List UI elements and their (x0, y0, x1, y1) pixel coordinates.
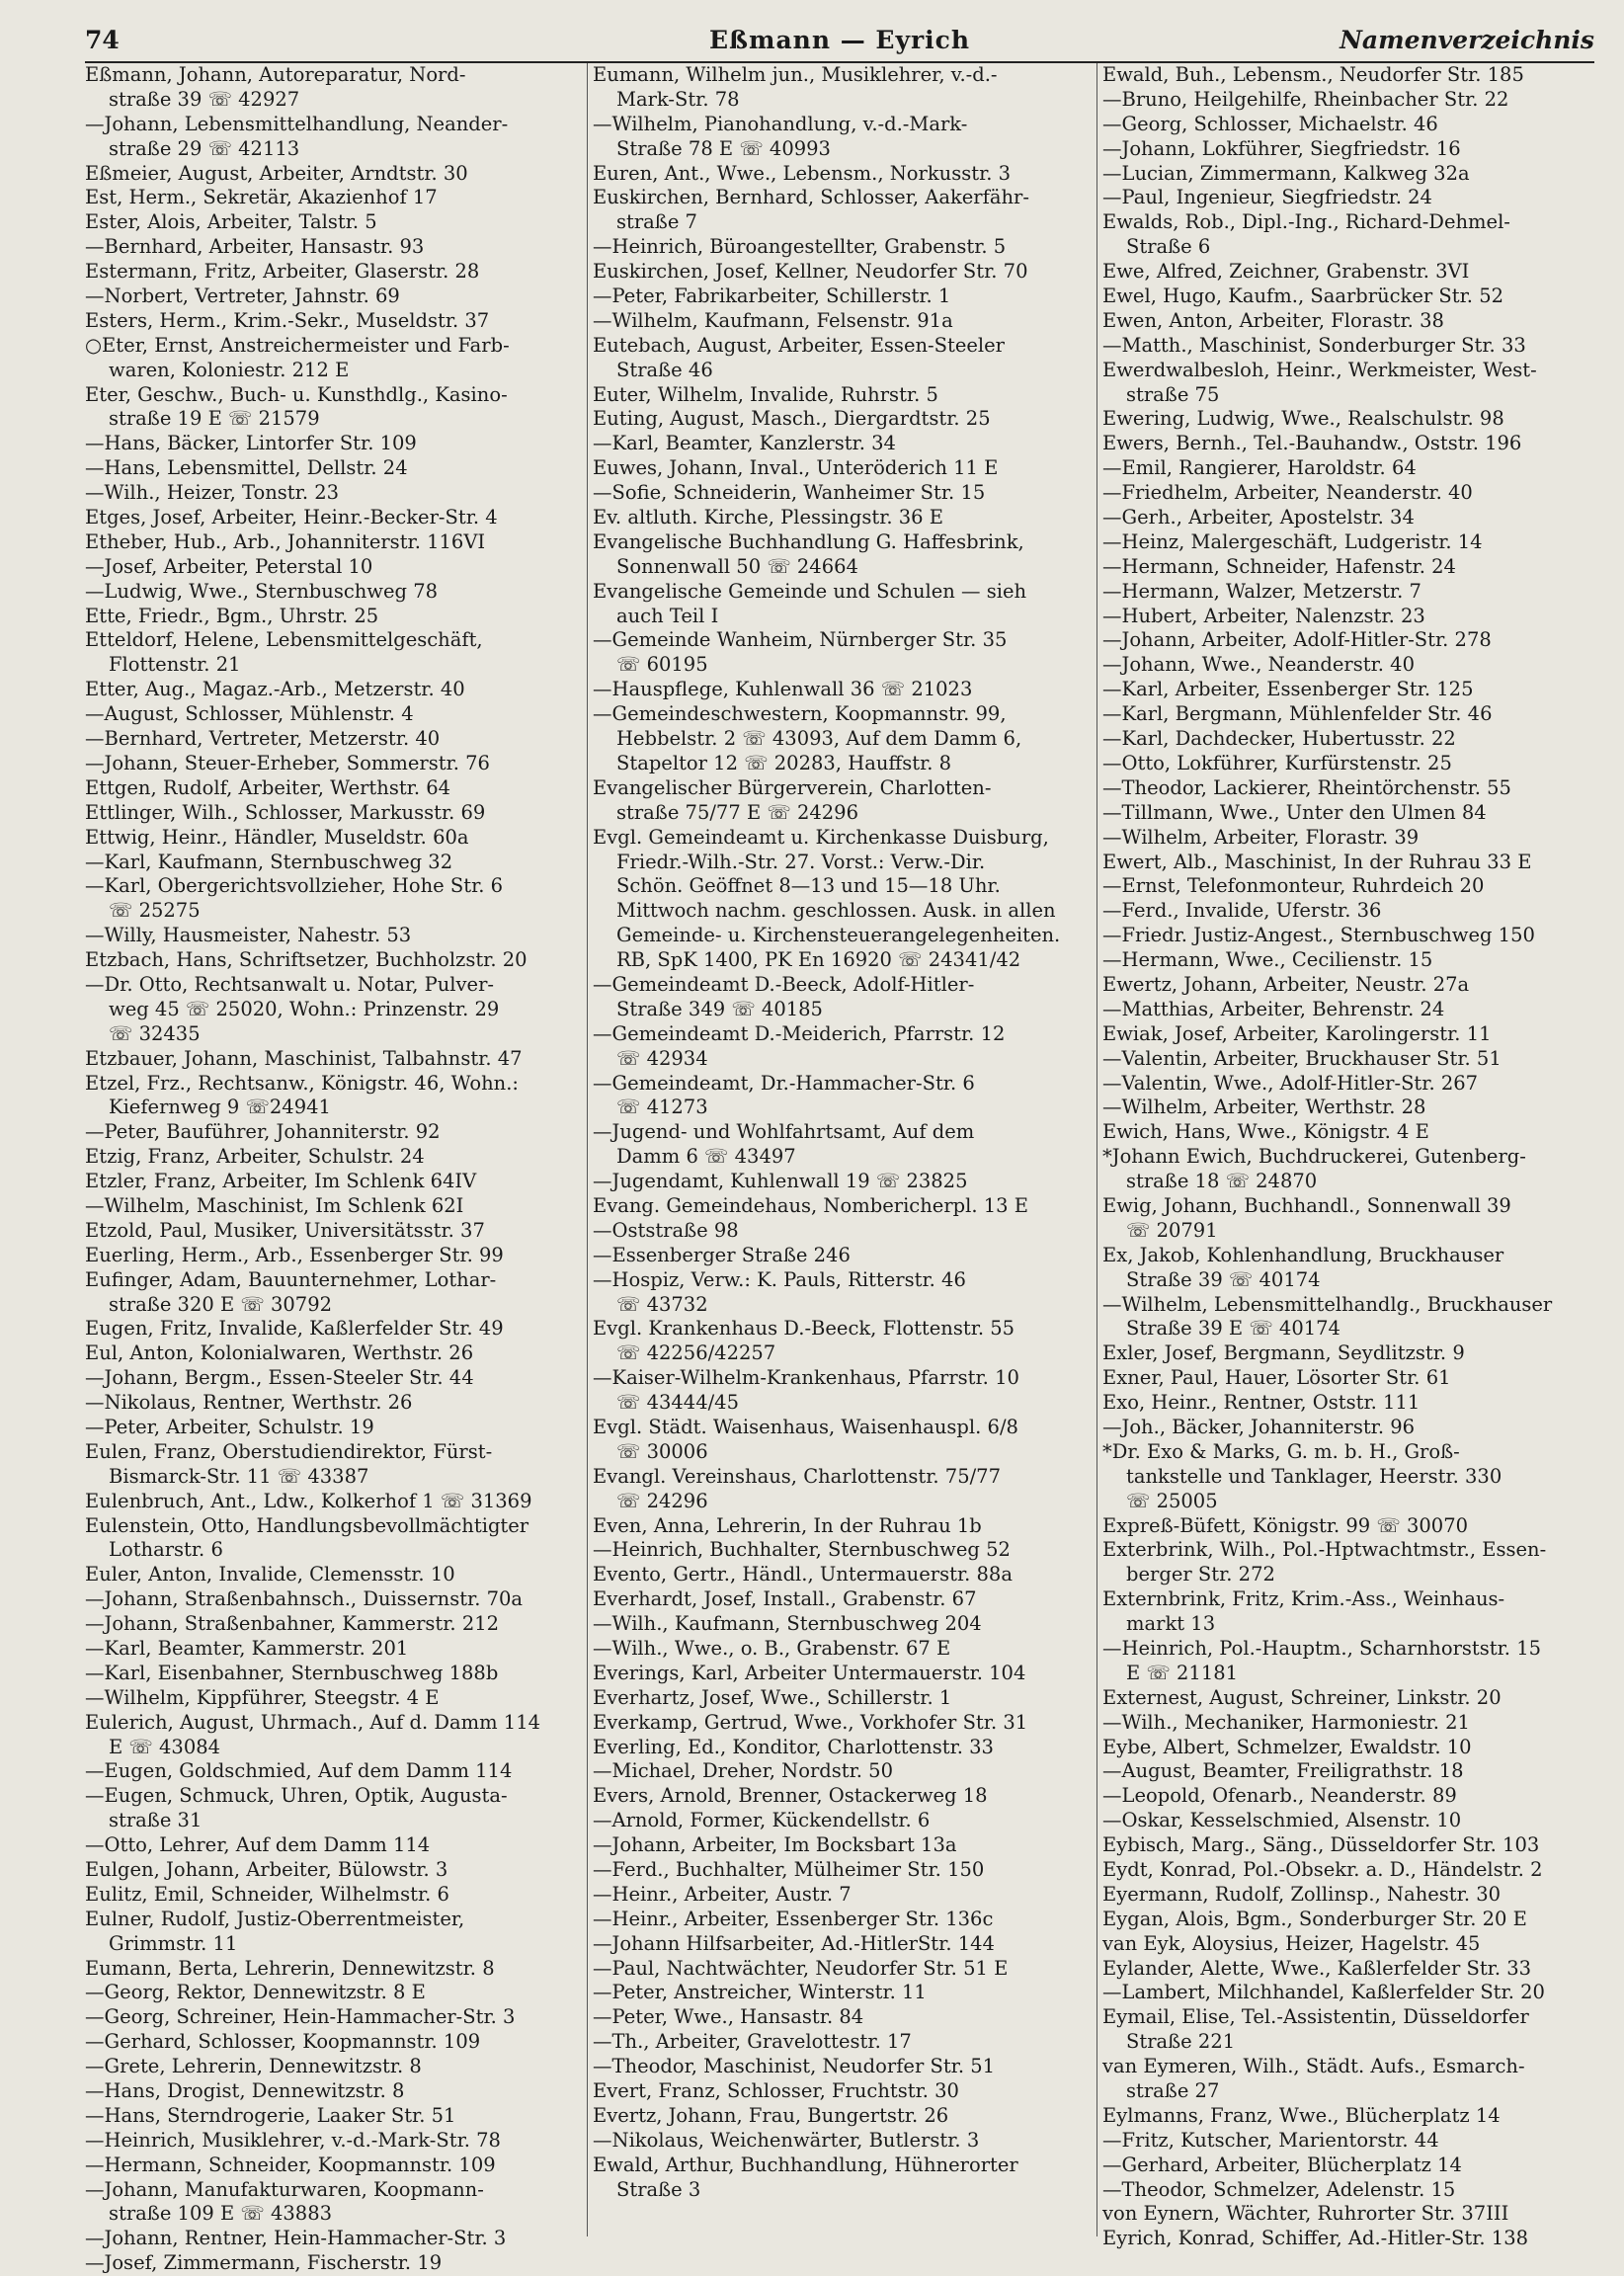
directory-entry-line: Evgl. Städt. Waisenhaus, Waisenhauspl. 6/8 (593, 1415, 1018, 1438)
directory-entry-line: Stapeltor 12 ☏ 20283, Hauffstr. 8 (616, 751, 952, 774)
directory-entry-line: —Karl, Obergerichtsvollzieher, Hohe Str. 6 (85, 874, 504, 898)
directory-entry-line: —Valentin, Arbeiter, Bruckhauser Str. 51 (1102, 1046, 1502, 1070)
directory-entry-line: Exler, Josef, Bergmann, Seydlitzstr. 9 (1102, 1341, 1465, 1365)
directory-entry-line: —Johann, Manufakturwaren, Koopmann- (85, 2177, 484, 2201)
directory-entry-line: straße 7 (616, 210, 697, 234)
directory-entry-line: Evgl. Krankenhaus D.-Beeck, Flottenstr. 55 (593, 1317, 1015, 1341)
directory-entry-line: Ewerdwalbesloh, Heinr., Werkmeister, West- (1102, 358, 1537, 381)
directory-entry-line: —Essenberger Straße 246 (593, 1243, 851, 1266)
directory-entry-line: —Wilhelm, Maschinist, Im Schlenk 62I (85, 1193, 464, 1217)
directory-entry-line: Ettlinger, Wilh., Schlosser, Markusstr. 69 (85, 800, 486, 824)
directory-entry-line: Everings, Karl, Arbeiter Untermauerstr. 104 (593, 1661, 1026, 1684)
directory-entry-line: waren, Koloniestr. 212 E (109, 358, 350, 381)
directory-entry-line: straße 75 (1126, 382, 1220, 406)
directory-entry-line: —Karl, Eisenbahner, Sternbuschweg 188b (85, 1661, 499, 1684)
directory-entry-line: Eymail, Elise, Tel.-Assistentin, Düsseldorfer (1102, 2005, 1529, 2029)
directory-entry-line: —Bruno, Heilgehilfe, Rheinbacher Str. 22 (1102, 87, 1509, 111)
directory-entry-line: Euter, Wilhelm, Invalide, Ruhrstr. 5 (593, 382, 938, 406)
directory-entry-line: Evangelische Gemeinde und Schulen — sieh (593, 579, 1027, 603)
directory-entry-line: Ewers, Bernh., Tel.-Bauhandw., Oststr. 196 (1102, 432, 1522, 455)
directory-entry-line: —Ferd., Buchhalter, Mülheimer Str. 150 (593, 1858, 985, 1882)
directory-entry-line: —Otto, Lehrer, Auf dem Damm 114 (85, 1833, 431, 1857)
directory-entry-line: berger Str. 272 (1126, 1563, 1275, 1586)
directory-entry-line: —Hauspflege, Kuhlenwall 36 ☏ 21023 (593, 678, 973, 701)
directory-entry-line: ☏ 20791 (1126, 1218, 1218, 1242)
directory-entry-line: —Sofie, Schneiderin, Wanheimer Str. 15 (593, 481, 986, 505)
directory-entry-line: Evangelischer Bürgerverein, Charlotten- (593, 775, 992, 799)
directory-entry-line: —Karl, Arbeiter, Essenberger Str. 125 (1102, 678, 1474, 701)
directory-entry-line: straße 39 ☏ 42927 (109, 87, 300, 111)
directory-entry-line: —Paul, Nachtwächter, Neudorfer Str. 51 E (593, 1956, 1009, 1980)
directory-entry-line: —Paul, Ingenieur, Siegfriedstr. 24 (1102, 186, 1432, 209)
directory-entry-line: —Arnold, Former, Kückendellstr. 6 (593, 1809, 931, 1832)
directory-entry-line: —Johann, Bergm., Essen-Steeler Str. 44 (85, 1366, 474, 1390)
directory-entry-line: ○Eter, Ernst, Anstreichermeister und Farb- (85, 333, 510, 357)
directory-entry-line: —Wilhelm, Kippführer, Steegstr. 4 E (85, 1685, 440, 1709)
directory-entry-line: straße 109 E ☏ 43883 (109, 2202, 333, 2226)
directory-entry-line: —Lucian, Zimmermann, Kalkweg 32a (1102, 161, 1470, 185)
directory-entry-line: —Matthias, Arbeiter, Behrenstr. 24 (1102, 997, 1445, 1020)
directory-entry-line: *Johann Ewich, Buchdruckerei, Gutenberg- (1102, 1145, 1526, 1169)
directory-entry-line: Euskirchen, Josef, Kellner, Neudorfer Str. 70 (593, 260, 1028, 284)
directory-entry-line: Bismarck-Str. 11 ☏ 43387 (109, 1464, 369, 1488)
directory-entry-line: —Peter, Bauführer, Johanniterstr. 92 (85, 1120, 441, 1144)
directory-entry-line: Ewiak, Josef, Arbeiter, Karolingerstr. 11 (1102, 1021, 1492, 1045)
column-divider (1096, 63, 1097, 2236)
directory-entry-line: —Hospiz, Verw.: K. Pauls, Ritterstr. 46 (593, 1267, 966, 1291)
directory-entry-line: Straße 78 E ☏ 40993 (616, 136, 831, 160)
directory-entry-line: von Eynern, Wächter, Ruhrorter Str. 37III (1102, 2202, 1509, 2226)
directory-entry-line: Ewen, Anton, Arbeiter, Florastr. 38 (1102, 308, 1444, 332)
directory-entry-line: ☏ 60195 (616, 653, 708, 677)
directory-entry-line: Etter, Aug., Magaz.-Arb., Metzerstr. 40 (85, 678, 465, 701)
directory-entry-line: —Fritz, Kutscher, Marientorstr. 44 (1102, 2128, 1439, 2152)
directory-entry-line: —Theodor, Maschinist, Neudorfer Str. 51 (593, 2055, 996, 2078)
directory-entry-line: Evers, Arnold, Brenner, Ostackerweg 18 (593, 1784, 988, 1808)
directory-entry-line: —Dr. Otto, Rechtsanwalt u. Notar, Pulver- (85, 972, 495, 996)
section-title: Namenverzeichnis (1340, 26, 1594, 54)
directory-entry-line: —Hubert, Arbeiter, Nalenzstr. 23 (1102, 604, 1425, 627)
directory-entry-line: Ewel, Hugo, Kaufm., Saarbrücker Str. 52 (1102, 284, 1504, 308)
directory-entry-line: —Bernhard, Vertreter, Metzerstr. 40 (85, 727, 441, 751)
directory-entry-line: —Peter, Fabrikarbeiter, Schillerstr. 1 (593, 284, 951, 308)
directory-entry-line: Ette, Friedr., Bgm., Uhrstr. 25 (85, 604, 379, 627)
directory-entry-line: straße 320 E ☏ 30792 (109, 1292, 333, 1316)
directory-entry-line: —Josef, Arbeiter, Peterstal 10 (85, 554, 373, 578)
directory-entry-line: —Ferd., Invalide, Uferstr. 36 (1102, 899, 1382, 923)
directory-entry-line: Euerling, Herm., Arb., Essenberger Str. 99 (85, 1243, 504, 1266)
directory-entry-line: —Kaiser-Wilhelm-Krankenhaus, Pfarrstr. 10 (593, 1366, 1019, 1390)
directory-entry-line: —Johann, Arbeiter, Adolf-Hitler-Str. 278 (1102, 628, 1492, 652)
directory-entry-line: —Friedr. Justiz-Angest., Sternbuschweg 150 (1102, 924, 1535, 947)
directory-entry-line: —Georg, Schlosser, Michaelstr. 46 (1102, 112, 1438, 135)
page-number: 74 (85, 26, 120, 54)
directory-entry-line: Mark-Str. 78 (616, 87, 740, 111)
directory-entry-line: ☏ 42256/42257 (616, 1341, 776, 1365)
directory-entry-line: Ewig, Johann, Buchhandl., Sonnenwall 39 (1102, 1193, 1511, 1217)
directory-entry-line: —Georg, Schreiner, Hein-Hammacher-Str. 3 (85, 2005, 516, 2029)
directory-entry-line: —Hermann, Schneider, Koopmannstr. 109 (85, 2153, 496, 2176)
directory-entry-line: Ex, Jakob, Kohlenhandlung, Bruckhauser (1102, 1243, 1504, 1266)
directory-entry-line: —Peter, Anstreicher, Winterstr. 11 (593, 1981, 927, 2004)
directory-entry-line: Straße 3 (616, 2177, 701, 2201)
directory-entry-line: Evento, Gertr., Händl., Untermauerstr. 88a (593, 1563, 1013, 1586)
directory-entry-line: Damm 6 ☏ 43497 (616, 1145, 796, 1169)
directory-entry-line: —Johann, Rentner, Hein-Hammacher-Str. 3 (85, 2227, 507, 2250)
directory-entry-line: Ester, Alois, Arbeiter, Talstr. 5 (85, 210, 377, 234)
directory-entry-line: van Eyk, Aloysius, Heizer, Hagelstr. 45 (1102, 1931, 1481, 1955)
directory-entry-line: —Gemeindeamt D.-Meiderich, Pfarrstr. 12 (593, 1021, 1006, 1045)
directory-entry-line: —Johann, Lokführer, Siegfriedstr. 16 (1102, 136, 1461, 160)
directory-entry-line: Everkamp, Gertrud, Wwe., Vorkhofer Str. 31 (593, 1710, 1028, 1734)
directory-entry-line: —Ludwig, Wwe., Sternbuschweg 78 (85, 579, 439, 603)
directory-entry-line: —Oskar, Kesselschmied, Alsenstr. 10 (1102, 1809, 1462, 1832)
directory-entry-line: —Heinrich, Pol.-Hauptm., Scharnhorststr. 15 (1102, 1637, 1542, 1660)
directory-entry-line: Ewalds, Rob., Dipl.-Ing., Richard-Dehmel- (1102, 210, 1510, 234)
directory-entry-line: —Johann, Lebensmittelhandlung, Neander- (85, 112, 509, 135)
directory-entry-line: —Wilh., Heizer, Tonstr. 23 (85, 481, 340, 505)
directory-entry-line: Straße 221 (1126, 2030, 1236, 2054)
directory-entry-line: Eutebach, August, Arbeiter, Essen-Steeler (593, 333, 1006, 357)
directory-entry-line: Etheber, Hub., Arb., Johanniterstr. 116VI (85, 529, 486, 553)
directory-entry-line: —Josef, Zimmermann, Fischerstr. 19 (85, 2251, 443, 2275)
directory-entry-line: —Karl, Dachdecker, Hubertusstr. 22 (1102, 727, 1456, 751)
directory-entry-line: ☏ 43732 (616, 1292, 708, 1316)
directory-entry-line: weg 45 ☏ 25020, Wohn.: Prinzenstr. 29 (109, 997, 500, 1020)
directory-entry-line: Evert, Franz, Schlosser, Fruchtstr. 30 (593, 2079, 959, 2103)
directory-entry-line: Euler, Anton, Invalide, Clemensstr. 10 (85, 1563, 455, 1586)
directory-entry-line: Sonnenwall 50 ☏ 24664 (616, 554, 858, 578)
directory-entry-line: —Hermann, Walzer, Metzerstr. 7 (1102, 579, 1421, 603)
directory-entry-line: —Wilhelm, Lebensmittelhandlg., Bruckhauser (1102, 1292, 1553, 1316)
directory-entry-line: straße 27 (1126, 2079, 1220, 2103)
page-header (85, 22, 1594, 63)
directory-entry-line: E ☏ 21181 (1126, 1661, 1239, 1684)
directory-entry-line: Ewich, Hans, Wwe., Königstr. 4 E (1102, 1120, 1429, 1144)
directory-entry-line: Eter, Geschw., Buch- u. Kunsthdlg., Kasino- (85, 382, 508, 406)
directory-entry-line: Flottenstr. 21 (109, 653, 241, 677)
directory-entry-line: —Wilhelm, Arbeiter, Werthstr. 28 (1102, 1096, 1426, 1119)
directory-entry-line: —Johann, Wwe., Neanderstr. 40 (1102, 653, 1415, 677)
directory-entry-line: straße 18 ☏ 24870 (1126, 1170, 1318, 1193)
directory-entry-line: E ☏ 43084 (109, 1735, 221, 1758)
directory-entry-line: —Gemeindeamt D.-Beeck, Adolf-Hitler- (593, 972, 975, 996)
directory-entry-line: —Gemeindeschwestern, Koopmannstr. 99, (593, 702, 1007, 726)
directory-entry-line: —Peter, Arbeiter, Schulstr. 19 (85, 1415, 374, 1438)
directory-entry-line: Eyrich, Konrad, Schiffer, Ad.-Hitler-Str. 138 (1102, 2227, 1529, 2250)
directory-entry-line: straße 31 (109, 1809, 203, 1832)
directory-entry-line: Ewering, Ludwig, Wwe., Realschulstr. 98 (1102, 407, 1504, 431)
directory-entry-line: —Tillmann, Wwe., Unter den Ulmen 84 (1102, 800, 1487, 824)
directory-entry-line: auch Teil I (616, 604, 719, 627)
directory-entry-line: —Valentin, Wwe., Adolf-Hitler-Str. 267 (1102, 1071, 1479, 1095)
directory-entry-line: Ettwig, Heinr., Händler, Museldstr. 60a (85, 825, 469, 849)
directory-entry-line: —August, Beamter, Freiligrathstr. 18 (1102, 1759, 1464, 1783)
directory-entry-line: ☏ 42934 (616, 1046, 708, 1070)
directory-entry-line: —Jugendamt, Kuhlenwall 19 ☏ 23825 (593, 1170, 968, 1193)
directory-entry-line: Straße 39 E ☏ 40174 (1126, 1317, 1340, 1341)
directory-entry-line: —August, Schlosser, Mühlenstr. 4 (85, 702, 414, 726)
directory-entry-line: Eßmeier, August, Arbeiter, Arndtstr. 30 (85, 161, 468, 185)
directory-entry-line: Etzig, Franz, Arbeiter, Schulstr. 24 (85, 1145, 425, 1169)
directory-entry-line: Eulitz, Emil, Schneider, Wilhelmstr. 6 (85, 1882, 449, 1906)
directory-entry-line: —Wilh., Kaufmann, Sternbuschweg 204 (593, 1612, 982, 1636)
directory-entry-line: Straße 6 (1126, 235, 1211, 259)
directory-entry-line: —Otto, Lokführer, Kurfürstenstr. 25 (1102, 751, 1452, 774)
directory-entry-line: Externest, August, Schreiner, Linkstr. 20 (1102, 1685, 1502, 1709)
directory-entry-line: Kiefernweg 9 ☏24941 (109, 1096, 331, 1119)
directory-entry-line: ☏ 24296 (616, 1489, 708, 1512)
directory-entry-line: Straße 46 (616, 358, 713, 381)
directory-entry-line: —Lambert, Milchhandel, Kaßlerfelder Str. 20 (1102, 1981, 1545, 2004)
directory-entry-line: —Hans, Bäcker, Lintorfer Str. 109 (85, 432, 417, 455)
directory-entry-line: —Eugen, Goldschmied, Auf dem Damm 114 (85, 1759, 513, 1783)
directory-entry-line: van Eymeren, Wilh., Städt. Aufs., Esmarch- (1102, 2055, 1525, 2078)
directory-entry-line: straße 19 E ☏ 21579 (109, 407, 320, 431)
directory-entry-line: Grimmstr. 11 (109, 1931, 238, 1955)
directory-entry-line: —Bernhard, Arbeiter, Hansastr. 93 (85, 235, 425, 259)
directory-entry-line: Gemeinde- u. Kirchensteuerangelegenheiten. (616, 924, 1061, 947)
directory-entry-line: Ewe, Alfred, Zeichner, Grabenstr. 3VI (1102, 260, 1470, 284)
directory-entry-line: —Oststraße 98 (593, 1218, 739, 1242)
directory-entry-line: —Wilh., Wwe., o. B., Grabenstr. 67 E (593, 1637, 951, 1660)
directory-entry-line: Etges, Josef, Arbeiter, Heinr.-Becker-Str. 4 (85, 506, 498, 529)
directory-entry-line: Friedr.-Wilh.-Str. 27. Vorst.: Verw.-Dir. (616, 850, 986, 873)
directory-entry-line: —Gerhard, Arbeiter, Blücherplatz 14 (1102, 2153, 1462, 2176)
directory-entry-line: Ewertz, Johann, Arbeiter, Neustr. 27a (1102, 972, 1470, 996)
directory-entry-line: Eulenstein, Otto, Handlungsbevollmächtigter (85, 1513, 529, 1537)
directory-entry-line: Etzel, Frz., Rechtsanw., Königstr. 46, Wohn.: (85, 1071, 519, 1095)
directory-entry-line: —Johann, Straßenbahner, Kammerstr. 212 (85, 1612, 500, 1636)
directory-entry-line: —Johann Hilfsarbeiter, Ad.-HitlerStr. 144 (593, 1931, 995, 1955)
directory-entry-line: —Heinr., Arbeiter, Austr. 7 (593, 1882, 852, 1906)
directory-entry-line: Eybisch, Marg., Säng., Düsseldorfer Str. 103 (1102, 1833, 1540, 1857)
directory-entry-line: Mittwoch nachm. geschlossen. Ausk. in allen (616, 899, 1056, 923)
directory-entry-line: —Heinz, Malergeschäft, Ludgeristr. 14 (1102, 529, 1483, 553)
directory-entry-line: —Heinr., Arbeiter, Essenberger Str. 136c (593, 1907, 994, 1930)
directory-entry-line: —Johann, Steuer-Erheber, Sommerstr. 76 (85, 751, 490, 774)
directory-entry-line: Everhardt, Josef, Install., Grabenstr. 67 (593, 1587, 977, 1611)
directory-column-3 (1102, 63, 1594, 2250)
directory-entry-line: Ewald, Buh., Lebensm., Neudorfer Str. 185 (1102, 63, 1524, 86)
directory-entry-line: —Hermann, Schneider, Hafenstr. 24 (1102, 554, 1456, 578)
directory-entry-line: Etzler, Franz, Arbeiter, Im Schlenk 64IV (85, 1170, 477, 1193)
directory-entry-line: Eßmann, Johann, Autoreparatur, Nord- (85, 63, 466, 86)
directory-entry-line: —Nikolaus, Rentner, Werthstr. 26 (85, 1391, 413, 1415)
directory-entry-line: Eulenbruch, Ant., Ldw., Kolkerhof 1 ☏ 31369 (85, 1489, 532, 1512)
directory-entry-line: —Hans, Lebensmittel, Dellstr. 24 (85, 456, 408, 480)
directory-entry-line: Esters, Herm., Krim.-Sekr., Museldstr. 37 (85, 308, 490, 332)
directory-entry-line: —Emil, Rangierer, Haroldstr. 64 (1102, 456, 1417, 480)
directory-entry-line: Eufinger, Adam, Bauunternehmer, Lothar- (85, 1267, 497, 1291)
directory-entry-line: Evang. Gemeindehaus, Nombericherpl. 13 E (593, 1193, 1029, 1217)
directory-entry-line: Euskirchen, Bernhard, Schlosser, Aakerfähr- (593, 186, 1029, 209)
directory-entry-line: —Wilhelm, Kaufmann, Felsenstr. 91a (593, 308, 953, 332)
directory-entry-line: Exner, Paul, Hauer, Lösorter Str. 61 (1102, 1366, 1451, 1390)
directory-entry-line: Eylander, Alette, Wwe., Kaßlerfelder Str. 33 (1102, 1956, 1532, 1980)
directory-entry-line: Ev. altluth. Kirche, Plessingstr. 36 E (593, 506, 944, 529)
directory-entry-line: —Karl, Beamter, Kammerstr. 201 (85, 1637, 409, 1660)
directory-entry-line: —Norbert, Vertreter, Jahnstr. 69 (85, 284, 400, 308)
directory-entry-line: Eumann, Berta, Lehrerin, Dennewitzstr. 8 (85, 1956, 495, 1980)
directory-entry-line: —Michael, Dreher, Nordstr. 50 (593, 1759, 893, 1783)
directory-entry-line: Exterbrink, Wilh., Pol.-Hptwachtmstr., Essen- (1102, 1538, 1547, 1562)
directory-entry-line: Etteldorf, Helene, Lebensmittelgeschäft, (85, 628, 483, 652)
directory-entry-line: ☏ 30006 (616, 1439, 708, 1463)
directory-entry-line: —Heinrich, Musiklehrer, v.-d.-Mark-Str. 78 (85, 2128, 501, 2152)
directory-entry-line: —Grete, Lehrerin, Dennewitzstr. 8 (85, 2055, 422, 2078)
directory-entry-line: Eydt, Konrad, Pol.-Obsekr. a. D., Händelstr. 2 (1102, 1858, 1543, 1882)
directory-entry-line: Eulner, Rudolf, Justiz-Oberrentmeister, (85, 1907, 465, 1930)
directory-entry-line: Straße 39 ☏ 40174 (1126, 1267, 1321, 1291)
directory-entry-line: —Johann, Straßenbahnsch., Duissernstr. 70a (85, 1587, 524, 1611)
directory-entry-line: —Friedhelm, Arbeiter, Neanderstr. 40 (1102, 481, 1473, 505)
column-divider (587, 63, 588, 2236)
directory-entry-line: Everhartz, Josef, Wwe., Schillerstr. 1 (593, 1685, 952, 1709)
directory-entry-line: —Wilhelm, Pianohandlung, v.-d.-Mark- (593, 112, 968, 135)
directory-entry-line: straße 75/77 E ☏ 24296 (616, 800, 858, 824)
directory-entry-line: Eyermann, Rudolf, Zollinsp., Nahestr. 30 (1102, 1882, 1502, 1906)
directory-entry-line: —Hans, Drogist, Dennewitzstr. 8 (85, 2079, 405, 2103)
directory-entry-line: —Hans, Sterndrogerie, Laaker Str. 51 (85, 2103, 456, 2127)
directory-entry-line: —Gemeindeamt, Dr.-Hammacher-Str. 6 (593, 1071, 975, 1095)
directory-entry-line: Euren, Ant., Wwe., Lebensm., Norkusstr. 3 (593, 161, 1012, 185)
directory-entry-line: Hebbelstr. 2 ☏ 43093, Auf dem Damm 6, (616, 727, 1022, 751)
directory-entry-line: —Karl, Kaufmann, Sternbuschweg 32 (85, 850, 453, 873)
directory-entry-line: tankstelle und Tanklager, Heerstr. 330 (1126, 1464, 1502, 1488)
directory-entry-line: Eulgen, Johann, Arbeiter, Bülowstr. 3 (85, 1858, 448, 1882)
directory-entry-line: Etzold, Paul, Musiker, Universitätsstr. 37 (85, 1218, 485, 1242)
directory-entry-line: —Wilhelm, Arbeiter, Florastr. 39 (1102, 825, 1420, 849)
directory-entry-line: straße 29 ☏ 42113 (109, 136, 300, 160)
directory-entry-line: ☏ 25275 (109, 899, 201, 923)
directory-entry-line: Evgl. Gemeindeamt u. Kirchenkasse Duisburg, (593, 825, 1049, 849)
directory-entry-line: —Karl, Beamter, Kanzlerstr. 34 (593, 432, 896, 455)
directory-entry-line: —Gemeinde Wanheim, Nürnberger Str. 35 (593, 628, 1008, 652)
directory-entry-line: Est, Herm., Sekretär, Akazienhof 17 (85, 186, 438, 209)
directory-entry-line: Schön. Geöffnet 8—13 und 15—18 Uhr. (616, 874, 1001, 898)
directory-entry-line: —Heinrich, Büroangestellter, Grabenstr. 5 (593, 235, 1007, 259)
directory-entry-line: ☏ 32435 (109, 1021, 201, 1045)
directory-entry-line: Etzbauer, Johann, Maschinist, Talbahnstr. 47 (85, 1046, 523, 1070)
directory-entry-line: Eylmanns, Franz, Wwe., Blücherplatz 14 (1102, 2103, 1501, 2127)
directory-entry-line: —Johann, Arbeiter, Im Bocksbart 13a (593, 1833, 957, 1857)
directory-entry-line: —Matth., Maschinist, Sonderburger Str. 33 (1102, 333, 1526, 357)
directory-entry-line: —Wilh., Mechaniker, Harmoniestr. 21 (1102, 1710, 1470, 1734)
directory-entry-line: —Peter, Wwe., Hansastr. 84 (593, 2005, 864, 2029)
directory-entry-line: Eulen, Franz, Oberstudiendirektor, Fürst- (85, 1439, 493, 1463)
directory-entry-line: Ettgen, Rudolf, Arbeiter, Werthstr. 64 (85, 775, 451, 799)
directory-entry-line: —Gerh., Arbeiter, Apostelstr. 34 (1102, 506, 1415, 529)
directory-entry-line: Everling, Ed., Konditor, Charlottenstr. 33 (593, 1735, 994, 1758)
directory-entry-line: Eygan, Alois, Bgm., Sonderburger Str. 20 E (1102, 1907, 1527, 1930)
directory-entry-line: Exo, Heinr., Rentner, Oststr. 111 (1102, 1391, 1421, 1415)
directory-entry-line: Etzbach, Hans, Schriftsetzer, Buchholzstr. 20 (85, 948, 528, 972)
directory-entry-line: Evangelische Buchhandlung G. Haffesbrink, (593, 529, 1024, 553)
directory-entry-line: —Theodor, Schmelzer, Adelenstr. 15 (1102, 2177, 1456, 2201)
directory-entry-line: *Dr. Exo & Marks, G. m. b. H., Groß- (1102, 1439, 1460, 1463)
directory-entry-line: Eumann, Wilhelm jun., Musiklehrer, v.-d.- (593, 63, 998, 86)
directory-entry-line: Estermann, Fritz, Arbeiter, Glaserstr. 28 (85, 260, 480, 284)
directory-entry-line: Even, Anna, Lehrerin, In der Ruhrau 1b (593, 1513, 982, 1537)
directory-entry-line: markt 13 (1126, 1612, 1216, 1636)
directory-entry-line: —Gerhard, Schlosser, Koopmannstr. 109 (85, 2030, 481, 2054)
directory-entry-line: Ewert, Alb., Maschinist, In der Ruhrau 33 E (1102, 850, 1532, 873)
directory-entry-line: —Hermann, Wwe., Cecilienstr. 15 (1102, 948, 1433, 972)
directory-entry-line: —Nikolaus, Weichenwärter, Butlerstr. 3 (593, 2128, 980, 2152)
directory-entry-line: —Willy, Hausmeister, Nahestr. 53 (85, 924, 412, 947)
directory-entry-line: —Th., Arbeiter, Gravelottestr. 17 (593, 2030, 912, 2054)
directory-entry-line: Eugen, Fritz, Invalide, Kaßlerfelder Str. 49 (85, 1317, 504, 1341)
directory-entry-line: —Georg, Rektor, Dennewitzstr. 8 E (85, 1981, 426, 2004)
directory-entry-line: ☏ 43444/45 (616, 1391, 739, 1415)
directory-entry-line: Eulerich, August, Uhrmach., Auf d. Damm 114 (85, 1710, 541, 1734)
directory-entry-line: Externbrink, Fritz, Krim.-Ass., Weinhaus- (1102, 1587, 1505, 1611)
directory-entry-line: Expreß-Büfett, Königstr. 99 ☏ 30070 (1102, 1513, 1469, 1537)
directory-column-2 (593, 63, 1085, 2246)
directory-column-1 (85, 63, 577, 2275)
directory-entry-line: ☏ 41273 (616, 1096, 708, 1119)
directory-entry-line: —Eugen, Schmuck, Uhren, Optik, Augusta- (85, 1784, 508, 1808)
directory-entry-line: Straße 349 ☏ 40185 (616, 997, 823, 1020)
directory-entry-line: Euting, August, Masch., Diergardtstr. 25 (593, 407, 991, 431)
directory-entry-line: Ewald, Arthur, Buchhandlung, Hühnerorter (593, 2153, 1018, 2176)
directory-entry-line: —Heinrich, Buchhalter, Sternbuschweg 52 (593, 1538, 1011, 1562)
directory-entry-line: Lotharstr. 6 (109, 1538, 223, 1562)
directory-entry-line: Evertz, Johann, Frau, Bungertstr. 26 (593, 2103, 949, 2127)
directory-entry-line: RB, SpK 1400, PK En 16920 ☏ 24341/42 (616, 948, 1021, 972)
directory-entry-line: —Ernst, Telefonmonteur, Ruhrdeich 20 (1102, 874, 1485, 898)
directory-entry-line: —Leopold, Ofenarb., Neanderstr. 89 (1102, 1784, 1457, 1808)
directory-entry-line: Eul, Anton, Kolonialwaren, Werthstr. 26 (85, 1341, 474, 1365)
directory-entry-line: —Jugend- und Wohlfahrtsamt, Auf dem (593, 1120, 975, 1144)
directory-entry-line: —Theodor, Lackierer, Rheintörchenstr. 55 (1102, 775, 1511, 799)
page-title: Eßmann — Eyrich (708, 26, 971, 54)
directory-entry-line: Evangl. Vereinshaus, Charlottenstr. 75/77 (593, 1464, 1001, 1488)
directory-entry-line: Eybe, Albert, Schmelzer, Ewaldstr. 10 (1102, 1735, 1472, 1758)
directory-entry-line: —Karl, Bergmann, Mühlenfelder Str. 46 (1102, 702, 1493, 726)
directory-entry-line: ☏ 25005 (1126, 1489, 1218, 1512)
directory-entry-line: Euwes, Johann, Inval., Unteröderich 11 E (593, 456, 999, 480)
directory-entry-line: —Joh., Bäcker, Johanniterstr. 96 (1102, 1415, 1416, 1438)
